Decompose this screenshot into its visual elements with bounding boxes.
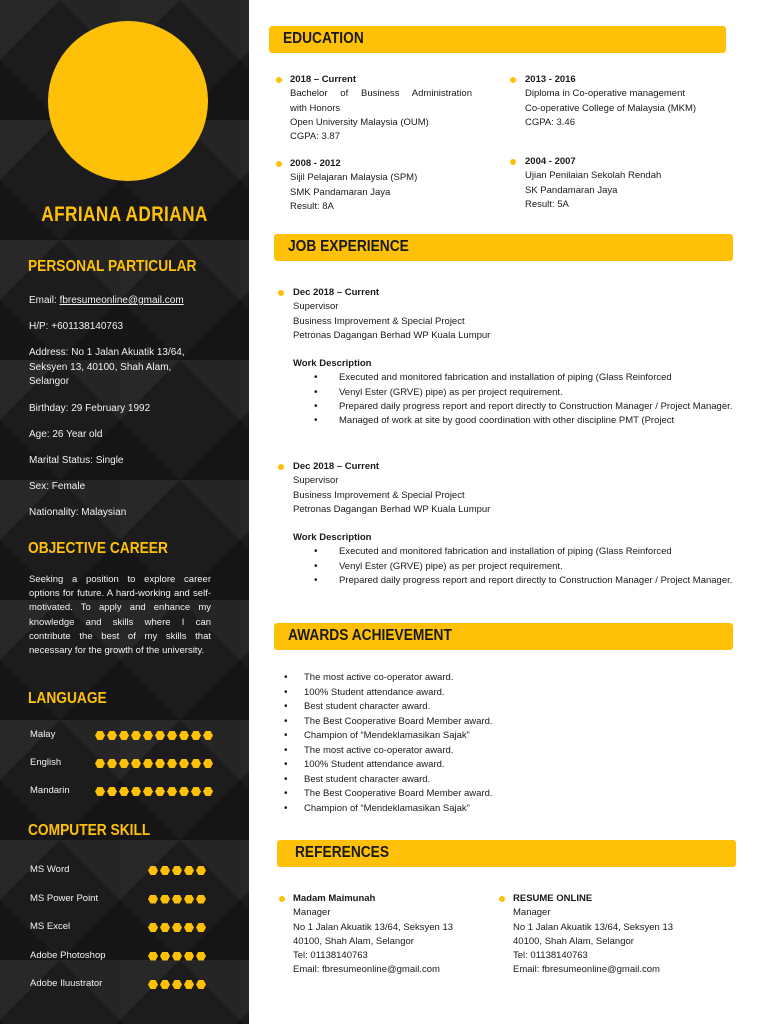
reference-address: No 1 Jalan Akuatik 13/64, Seksyen 13 (513, 921, 674, 933)
rating-dot-icon (155, 787, 165, 796)
work-description-heading: Work Description (293, 532, 372, 544)
rating-dot-icon (179, 731, 189, 740)
bullet-icon (276, 77, 282, 83)
bullet-icon (278, 290, 284, 296)
reference-role: Manager (513, 907, 551, 919)
rating-dot-icon (95, 787, 105, 796)
reference-phone: Tel: 01138140763 (513, 950, 588, 962)
personal-heading: PERSONAL PARTICULAR (28, 258, 197, 275)
rating-dot-icon (167, 731, 177, 740)
reference-email: Email: fbresumeonline@gmail.com (513, 964, 660, 976)
bullet-icon (276, 161, 282, 167)
phone: H/P: +601138140763 (29, 321, 124, 332)
rating-dot-icon (143, 731, 153, 740)
rating-dot-icon (196, 980, 206, 989)
rating-dot-icon (119, 759, 129, 768)
award-item: • Champion of “Mendeklamasikan Sajak” (284, 729, 493, 744)
rating-dot-icon (196, 895, 206, 904)
rating-dot-icon (203, 759, 213, 768)
job-title: Supervisor (293, 301, 339, 313)
awards-header (274, 623, 733, 650)
reference-entry (293, 892, 503, 978)
rating-dot-icon (184, 895, 194, 904)
award-item: • The Best Cooperative Board Member award. (284, 787, 493, 802)
skill-label: MS Power Point (30, 892, 99, 904)
education-line: Co-operative College of Malaysia (MKM) (525, 102, 697, 114)
rating-dot-icon (203, 731, 213, 740)
rating-dot-icon (143, 787, 153, 796)
skill-rating (148, 866, 206, 875)
reference-role: Manager (293, 907, 331, 919)
rating-dot-icon (155, 759, 165, 768)
rating-dot-icon (196, 923, 206, 932)
job-title: Supervisor (293, 475, 339, 487)
education-period: 2013 - 2016 (525, 74, 576, 85)
rating-dot-icon (160, 923, 170, 932)
rating-dot-icon (148, 980, 158, 989)
rating-dot-icon (160, 866, 170, 875)
award-item: • The most active co-operator award. (284, 744, 493, 759)
address-line: Address: No 1 Jalan Akuatik 13/64, (29, 347, 185, 358)
rating-dot-icon (184, 923, 194, 932)
email-label: Email: (29, 295, 60, 306)
rating-dot-icon (160, 980, 170, 989)
award-item: • 100% Student attendance award. (284, 686, 493, 701)
task-list (293, 371, 738, 428)
address-line: Seksyen 13, 40100, Shah Alam, (29, 361, 172, 373)
education-period: 2008 - 2012 (290, 158, 341, 169)
education-line: Ujian Penilaian Sekolah Rendah (525, 170, 662, 182)
education-line: with Honors (290, 102, 341, 114)
rating-dot-icon (131, 759, 141, 768)
job-entry (293, 460, 738, 588)
rating-dot-icon (167, 759, 177, 768)
awards-heading: AWARDS ACHIEVEMENT (288, 627, 452, 644)
language-heading: LANGUAGE (28, 690, 107, 707)
skill-rating (95, 787, 213, 796)
reference-entry (513, 892, 733, 978)
rating-dot-icon (191, 759, 201, 768)
award-item: • Best student character award. (284, 700, 493, 715)
rating-dot-icon (191, 731, 201, 740)
rating-dot-icon (131, 787, 141, 796)
work-description-heading: Work Description (293, 358, 372, 370)
references-heading: REFERENCES (295, 844, 390, 861)
education-line: CGPA: 3.46 (525, 116, 575, 128)
rating-dot-icon (179, 787, 189, 796)
skill-label: Adobe Photoshop (30, 949, 106, 961)
job-period: Dec 2018 – Current (293, 287, 380, 298)
rating-dot-icon (160, 952, 170, 961)
education-line: Sijil Pelajaran Malaysia (SPM) (290, 172, 418, 184)
objective-text: Seeking a position to explore career options for future. A hard-working and self-motivated. To apply and enhance my knowledge and skills where I can contribute the best of my skills that necessary for the growth of the university. (29, 574, 211, 657)
objective-heading: OBJECTIVE CAREER (28, 540, 168, 557)
bullet-icon (510, 159, 516, 165)
rating-dot-icon (155, 731, 165, 740)
rating-dot-icon (131, 731, 141, 740)
rating-dot-icon (148, 866, 158, 875)
education-period: 2004 - 2007 (525, 156, 576, 167)
rating-dot-icon (172, 866, 182, 875)
rating-dot-icon (172, 952, 182, 961)
award-item: • Best student character award. (284, 773, 493, 788)
task-item: • Managed of work at site by good coordination with other discipline PMT (Project (293, 414, 738, 428)
education-entry (290, 73, 472, 144)
rating-dot-icon (119, 787, 129, 796)
rating-dot-icon (203, 787, 213, 796)
skill-rating (148, 895, 206, 904)
job-period: Dec 2018 – Current (293, 461, 380, 472)
education-line: Bachelor of Business Administration (290, 88, 472, 100)
reference-phone: Tel: 01138140763 (293, 950, 368, 962)
task-item: • Prepared daily progress report and report directly to Construction Manager / Project Manager. (293, 400, 738, 414)
rating-dot-icon (107, 787, 117, 796)
reference-name: RESUME ONLINE (513, 893, 593, 904)
rating-dot-icon (179, 759, 189, 768)
task-item: • Executed and monitored fabrication and installation of piping (Glass Reinforced (293, 371, 738, 385)
rating-dot-icon (143, 759, 153, 768)
address (29, 346, 185, 390)
skill-rating (95, 731, 213, 740)
bullet-icon (279, 896, 285, 902)
skill-rating (95, 759, 213, 768)
sex: Sex: Female (29, 481, 86, 492)
education-line: Diploma in Co-operative management (525, 88, 685, 100)
rating-dot-icon (148, 923, 158, 932)
rating-dot-icon (107, 731, 117, 740)
award-item: • The Best Cooperative Board Member award. (284, 715, 493, 730)
skill-label: Adobe Iluustrator (30, 978, 103, 989)
rating-dot-icon (148, 952, 158, 961)
references-header (277, 840, 736, 867)
rating-dot-icon (184, 952, 194, 961)
rating-dot-icon (184, 980, 194, 989)
skill-rating (148, 952, 206, 961)
award-item: • Champion of “Mendeklamasikan Sajak” (284, 802, 493, 817)
reference-name: Madam Maimunah (293, 893, 376, 904)
task-item: • Executed and monitored fabrication and installation of piping (Glass Reinforced (293, 545, 738, 559)
sidebar (0, 0, 249, 1024)
education-entry (525, 155, 735, 212)
bullet-icon (499, 896, 505, 902)
address-line: Selangor (29, 376, 70, 387)
skill-label: Malay (30, 729, 56, 740)
nationality: Nationality: Malaysian (29, 507, 127, 518)
marital-status: Marital Status: Single (29, 455, 124, 466)
task-item: • Prepared daily progress report and report directly to Construction Manager / Project Manager. (293, 574, 738, 588)
rating-dot-icon (196, 866, 206, 875)
task-list (293, 545, 738, 588)
award-item: • The most active co-operator award. (284, 671, 493, 686)
bullet-icon (510, 77, 516, 83)
rating-dot-icon (196, 952, 206, 961)
rating-dot-icon (107, 759, 117, 768)
candidate-name: AFRIANA ADRIANA (41, 203, 208, 226)
job-department: Business Improvement & Special Project (293, 489, 465, 501)
job-company: Petronas Dagangan Berhad WP Kuala Lumpur (293, 503, 491, 515)
education-entry (525, 73, 735, 130)
rating-dot-icon (167, 787, 177, 796)
rating-dot-icon (184, 866, 194, 875)
email-line (29, 294, 184, 309)
birthday: Birthday: 29 February 1992 (29, 403, 151, 414)
skill-rating (148, 980, 206, 989)
reference-address: 40100, Shah Alam, Selangor (513, 935, 634, 947)
rating-dot-icon (148, 895, 158, 904)
reference-email: Email: fbresumeonline@gmail.com (293, 964, 440, 976)
age: Age: 26 Year old (29, 429, 103, 440)
computer-heading: COMPUTER SKILL (28, 822, 151, 839)
skill-rating (148, 923, 206, 932)
award-item: • 100% Student attendance award. (284, 758, 493, 773)
reference-address: 40100, Shah Alam, Selangor (293, 935, 414, 947)
reference-address: No 1 Jalan Akuatik 13/64, Seksyen 13 (293, 921, 454, 933)
skill-label: English (30, 757, 62, 768)
rating-dot-icon (172, 980, 182, 989)
education-entry (290, 157, 472, 214)
email-link[interactable]: fbresumeonline@gmail.com (59, 295, 184, 306)
skill-label: MS Word (30, 864, 70, 875)
skill-label: Mandarin (30, 785, 70, 796)
education-line: Result: 5A (525, 198, 569, 210)
rating-dot-icon (95, 731, 105, 740)
rating-dot-icon (95, 759, 105, 768)
job-company: Petronas Dagangan Berhad WP Kuala Lumpur (293, 329, 491, 341)
job-heading: JOB EXPERIENCE (288, 238, 409, 255)
education-line: Result: 8A (290, 200, 334, 212)
education-line: CGPA: 3.87 (290, 131, 340, 143)
education-period: 2018 – Current (290, 74, 357, 85)
rating-dot-icon (160, 895, 170, 904)
bullet-icon (278, 464, 284, 470)
avatar (48, 21, 208, 181)
job-department: Business Improvement & Special Project (293, 315, 465, 327)
education-header (269, 26, 726, 53)
education-line: SK Pandamaran Jaya (525, 184, 618, 196)
skill-label: MS Excel (30, 921, 71, 932)
rating-dot-icon (191, 787, 201, 796)
task-item: • Venyl Ester (GRVE) pipe) as per project requirement. (293, 560, 738, 574)
rating-dot-icon (172, 895, 182, 904)
education-line: SMK Pandamaran Jaya (290, 186, 391, 198)
awards-list (284, 671, 493, 816)
job-entry (293, 286, 738, 429)
education-heading: EDUCATION (283, 30, 364, 47)
education-line: Open University Malaysia (OUM) (290, 116, 429, 128)
rating-dot-icon (172, 923, 182, 932)
job-header (274, 234, 733, 261)
rating-dot-icon (119, 731, 129, 740)
task-item: • Venyl Ester (GRVE) pipe) as per project requirement. (293, 386, 738, 400)
